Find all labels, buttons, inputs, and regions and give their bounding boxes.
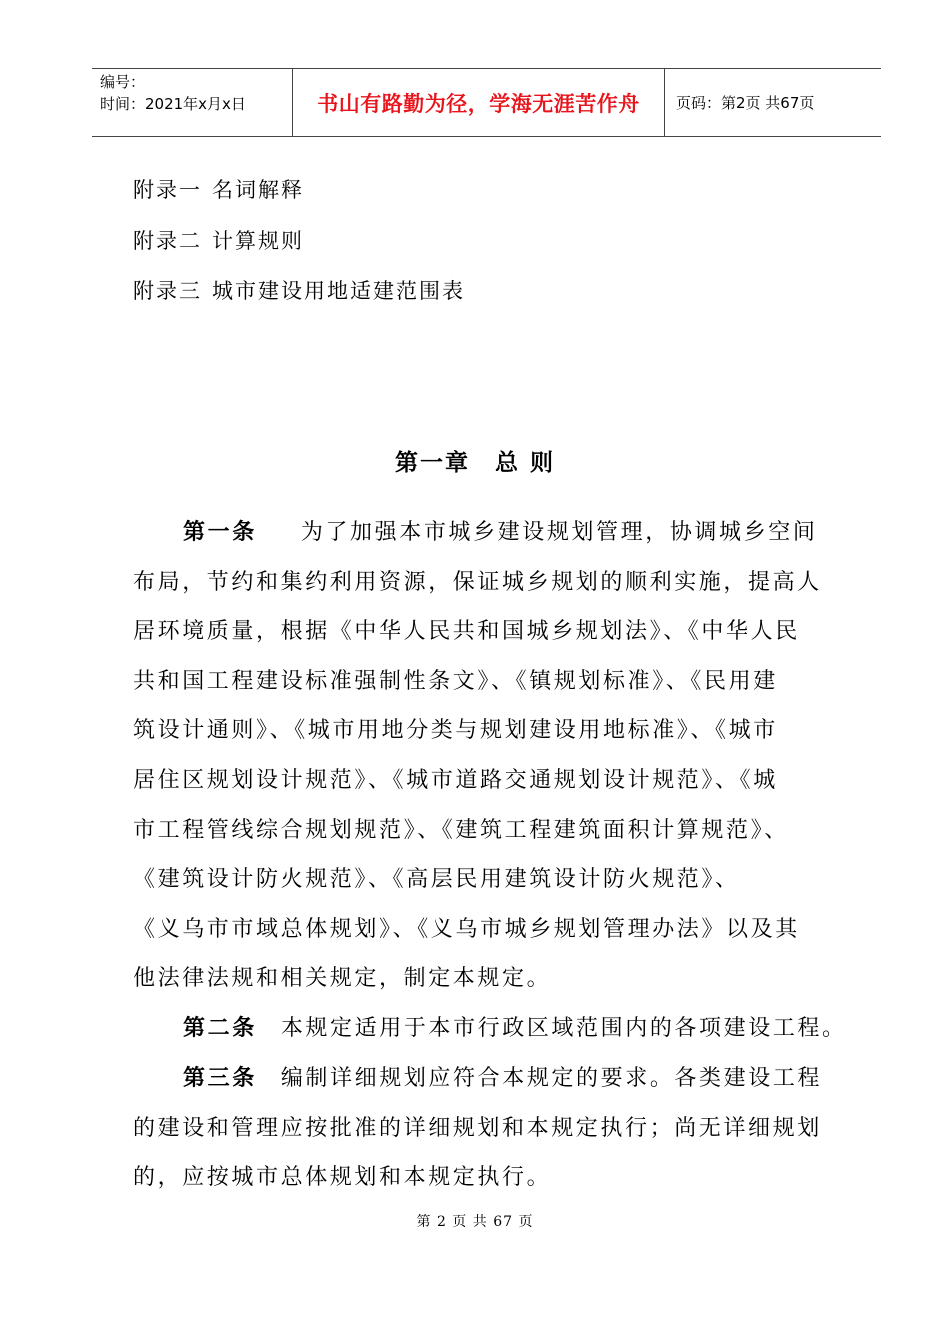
header-motto: 书山有路勤为径，学海无涯苦作舟 [292, 69, 665, 136]
page-header [92, 68, 881, 137]
appendix-label: 附录一 [133, 178, 202, 202]
article-line: 的建设和管理应按批准的详细规划和本规定执行；尚无详细规划 [133, 1115, 822, 1141]
article-line [133, 508, 853, 558]
article-line [133, 1054, 853, 1104]
appendix-title: 名词解释 [212, 178, 304, 202]
header-page-info: 页码：第2页 共67页 [676, 94, 815, 112]
article-line: 《建筑设计防火规范》、《高层民用建筑设计防火规范》、 [133, 867, 740, 893]
chapter-title: 第一章 总 则 [394, 450, 555, 476]
appendix-title: 计算规则 [212, 229, 304, 253]
article-text: 编制详细规划应符合本规定的要求。各类建设工程 [280, 1066, 823, 1091]
article-line: 共和国工程建设标准强制性条文》、《镇规划标准》、《民用建 [133, 668, 778, 694]
serial-label: 编号： [100, 73, 146, 91]
header-meta [92, 69, 292, 136]
article-1 [133, 508, 853, 1004]
article-text: 本规定适用于本市行政区域范围内的各项建设工程。 [280, 1016, 847, 1041]
article-3 [133, 1054, 853, 1203]
appendix-item [133, 275, 465, 305]
article-line: 的，应按城市总体规划和本规定执行。 [133, 1165, 552, 1191]
article-line: 布局，节约和集约利用资源，保证城乡规划的顺利实施，提高人 [133, 569, 822, 595]
article-line: 居住区规划设计规范》、《城市道路交通规划设计规范》、《城 [133, 767, 778, 793]
appendix-title: 城市建设用地适建范围表 [212, 279, 465, 303]
article-text: 为了加强本市城乡建设规划管理，协调城乡空间 [300, 520, 818, 545]
article-label: 第一条 [183, 520, 257, 545]
article-label: 第三条 [183, 1066, 257, 1091]
article-line: 他法律法规和相关规定，制定本规定。 [133, 966, 552, 992]
appendix-item [133, 174, 304, 204]
article-line: 市工程管线综合规划规范》、《建筑工程建筑面积计算规范》、 [133, 817, 789, 843]
appendix-label: 附录三 [133, 279, 202, 303]
article-2 [133, 1004, 853, 1054]
article-line [133, 1004, 853, 1054]
article-label: 第二条 [183, 1016, 257, 1041]
article-line: 《义乌市市域总体规划》、《义乌市城乡规划管理办法》以及其 [133, 916, 800, 942]
article-line: 居环境质量，根据《中华人民共和国城乡规划法》、《中华人民 [133, 619, 800, 645]
page-footer: 第 2 页 共 67 页 [416, 1214, 534, 1230]
article-line: 筑设计通则》、《城市用地分类与规划建设用地标准》、《城市 [133, 718, 778, 744]
time-label: 时间：2021年x月x日 [100, 95, 246, 113]
appendix-item [133, 225, 304, 255]
appendix-label: 附录二 [133, 229, 202, 253]
